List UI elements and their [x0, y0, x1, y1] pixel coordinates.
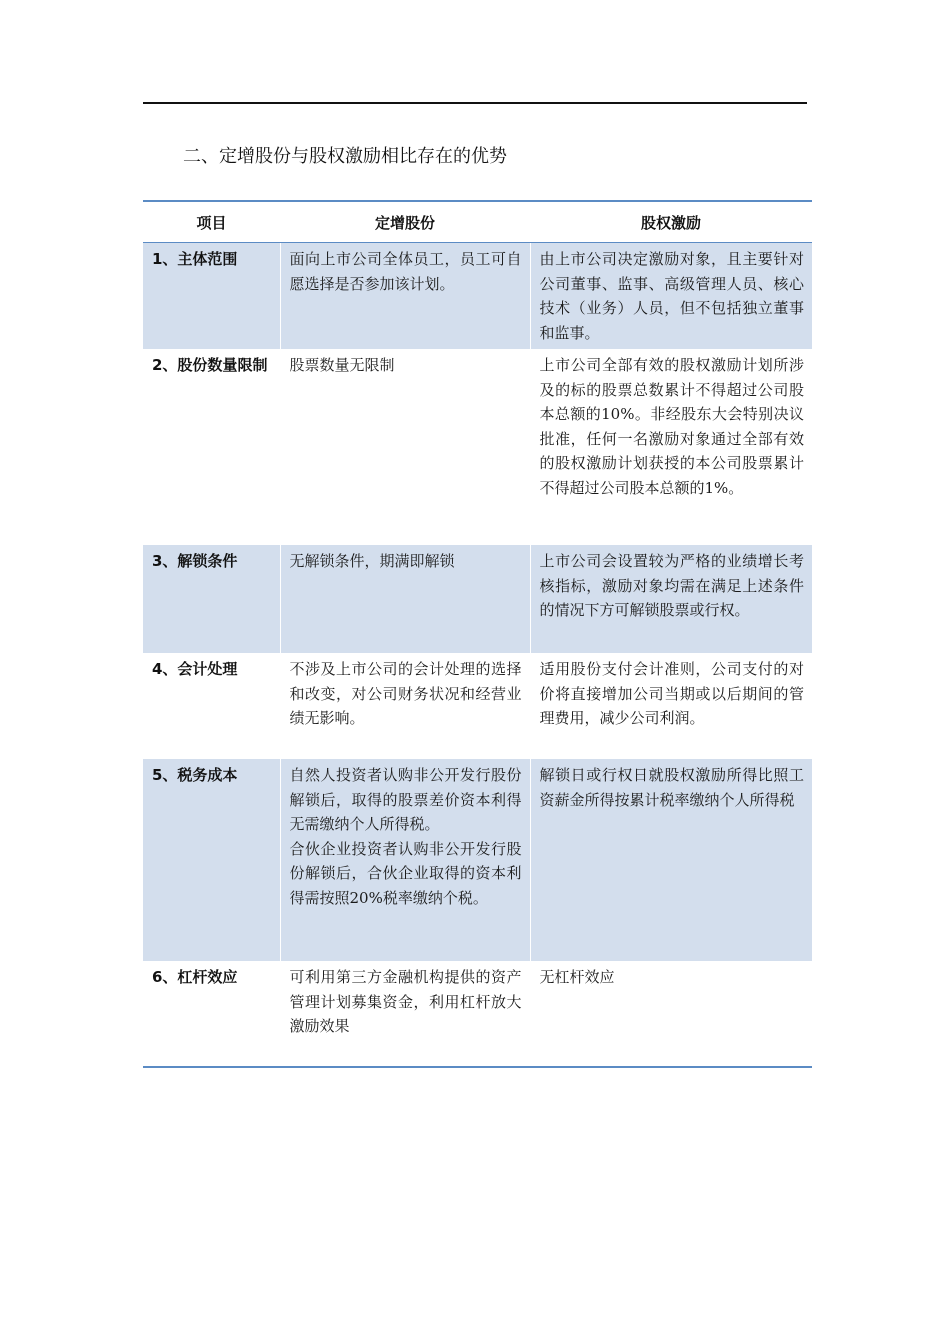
cell-text: 上市公司全部有效的股权激励计划所涉及的标的股票总数累计不得超过公司股本总额的10%。非经股东大会特别决议批准，任何一名激励对象通过全部有效的股权激励计划获授的本公司股票累计不得超过公司股本总额的1%。	[539, 356, 804, 497]
row-item-label: 6、杠杆效应	[152, 968, 238, 986]
cell-text: 不涉及上市公司的会计处理的选择和改变，对公司财务状况和经营业绩无影响。	[289, 660, 522, 727]
comparison-table	[143, 200, 812, 1068]
cell-text: 自然人投资者认购非公开发行股份解锁后，取得的股票差价资本利得无需缴纳个人所得税。	[289, 766, 522, 833]
cell-text: 解锁日或行权日就股权激励所得比照工资薪金所得按累计税率缴纳个人所得税	[539, 766, 804, 809]
row-item-label: 4、会计处理	[152, 660, 238, 678]
section-title: 二、定增股份与股权激励相比存在的优势	[183, 146, 507, 167]
cell-text: 由上市公司决定激励对象，且主要针对公司董事、监事、高级管理人员、核心技术（业务）人员，但不包括独立董事和监事。	[539, 250, 804, 342]
equity-incentive-cell	[530, 961, 812, 1067]
table-row-tax-cost	[143, 759, 812, 961]
cell-text: 无杠杆效应	[539, 968, 615, 986]
header-equity-incentive: 股权激励	[530, 201, 812, 243]
equity-incentive-cell	[530, 349, 812, 545]
cell-text: 面向上市公司全体员工，员工可自愿选择是否参加该计划。	[289, 250, 522, 293]
private-placement-cell	[280, 961, 530, 1067]
private-placement-cell	[280, 545, 530, 653]
row-item-label: 1、主体范围	[143, 243, 280, 350]
row-item-label: 3、解锁条件	[143, 545, 280, 653]
equity-incentive-cell	[530, 653, 812, 759]
cell-text: 上市公司会设置较为严格的业绩增长考核指标，激励对象均需在满足上述条件的情况下方可解锁股票或行权。	[539, 552, 804, 619]
private-placement-cell	[280, 243, 530, 350]
private-placement-cell	[280, 759, 530, 961]
equity-incentive-cell	[530, 545, 812, 653]
table-row-subject-scope	[143, 243, 812, 350]
equity-incentive-cell	[530, 759, 812, 961]
table-row-leverage	[143, 961, 812, 1067]
row-item-label: 5、税务成本	[143, 759, 280, 961]
cell-text: 适用股份支付会计准则，公司支付的对价将直接增加公司当期或以后期间的管理费用，减少公司利润。	[539, 660, 804, 727]
cell-text: 合伙企业投资者认购非公开发行股份解锁后，合伙企业取得的资本利得需按照20%税率缴纳个税。	[289, 839, 522, 907]
table-row-accounting	[143, 653, 812, 759]
page-header-rule	[143, 102, 807, 104]
table-row-unlock-conditions	[143, 545, 812, 653]
private-placement-cell	[280, 349, 530, 545]
cell-text: 可利用第三方金融机构提供的资产管理计划募集资金，利用杠杆放大激励效果	[289, 968, 522, 1035]
header-item: 项目	[143, 201, 280, 243]
cell-text: 无解锁条件，期满即解锁	[289, 552, 455, 570]
row-item-label: 2、股份数量限制	[152, 356, 268, 374]
table-header-row	[143, 201, 812, 243]
table-row-share-limit	[143, 349, 812, 545]
equity-incentive-cell	[530, 243, 812, 350]
header-private-placement: 定增股份	[280, 201, 530, 243]
cell-text: 股票数量无限制	[289, 356, 395, 374]
private-placement-cell	[280, 653, 530, 759]
